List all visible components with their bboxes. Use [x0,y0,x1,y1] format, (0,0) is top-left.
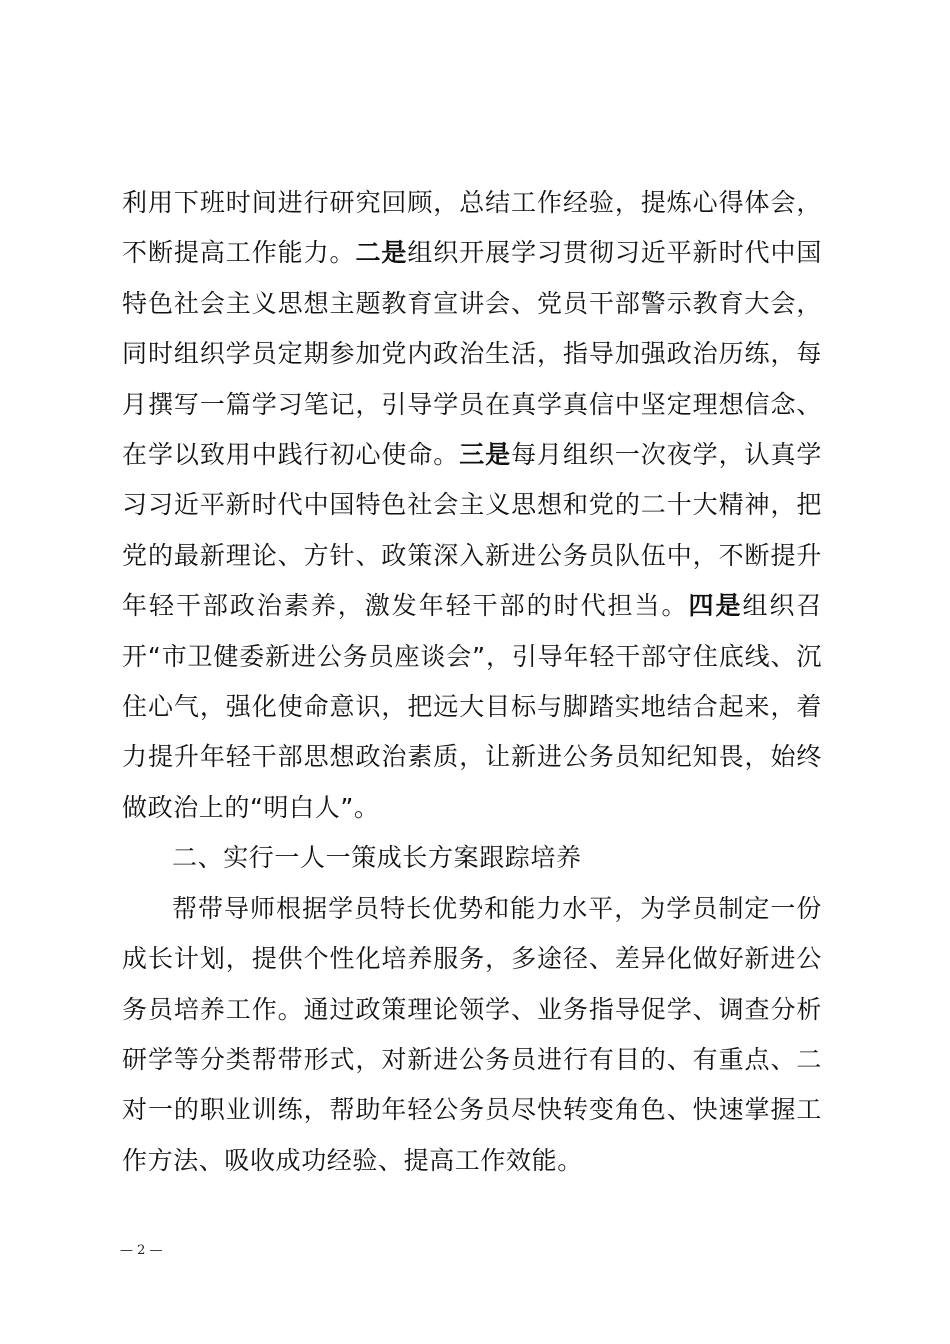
paragraph-1-segment-2: 组织开展学习贯彻习近平新时代中国特色社会主义思想主题教育宣讲会、党员干部警示教育大会，同时组织学员定期参加党内政治生活，指导加强政治历练，每月撰写一篇学习笔记，引导学员在真学真信中坚定理想信念、在学以致用中践行初心使命。 [122,238,823,470]
paragraph-1-segment-4: 组织召开“市卫健委新进公务员座谈会”，引导年轻干部守住底线、沉住心气，强化使命意识，把远大目标与脚踏实地结合起来，着力提升年轻干部思想政治素质，让新进公务员知纪知畏，始终做政治上的“明白人”。 [122,591,822,822]
paragraph-1-segment-3: 每月组织一次夜学，认真学习习近平新时代中国特色社会主义思想和党的二十大精神，把党的最新理论、方针、政策深入新进公务员队伍中，不断提升年轻干部政治素养，激发年轻干部的时代担当。 [122,440,823,621]
section-heading: 二、实行一人一策成长方案跟踪培养 [172,843,582,873]
page-number: — 2 — [120,1243,163,1258]
marker-san-shi: 三是 [459,440,512,470]
paragraph-continuation [122,178,822,833]
document-body [122,178,822,1186]
marker-si-shi: 四是 [688,591,743,621]
paragraph-1-segment-1: 利用下班时间进行研究回顾，总结工作经验，提炼心得体会，不断提高工作能力。 [122,188,822,268]
paragraph-2: 帮带导师根据学员特长优势和能力水平，为学员制定一份成长计划，提供个性化培养服务，多途径、差异化做好新进公务员培养工作。通过政策理论领学、业务指导促学、调查分析研学等分类帮带形式，对新进公务员进行有目的、有重点、二对一的职业训练，帮助年轻公务员尽快转变角色、快速掌握工作方法、吸收成功经验、提高工作效能。 [122,893,822,1175]
marker-er-shi: 二是 [355,238,408,268]
